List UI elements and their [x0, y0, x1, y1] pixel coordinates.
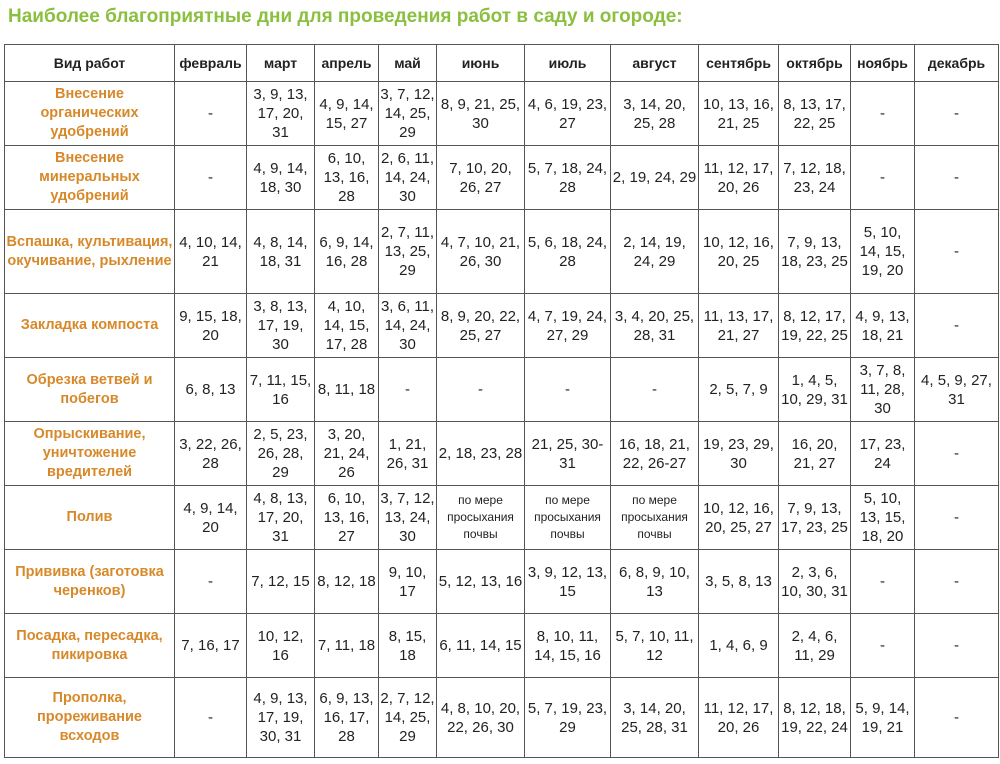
day-cell: 3, 6, 11, 14, 24, 30 [379, 294, 437, 358]
day-cell: 4, 10, 14, 21 [175, 210, 247, 294]
day-cell: 16, 20, 21, 27 [779, 422, 851, 486]
header-row [5, 45, 999, 82]
day-cell: 4, 7, 10, 21, 26, 30 [437, 210, 525, 294]
day-cell: 6, 10, 13, 16, 27 [315, 486, 379, 550]
day-cell: 5, 9, 14, 19, 21 [851, 678, 915, 758]
header-cell: февраль [175, 45, 247, 82]
table-row [5, 294, 999, 358]
day-cell: 3, 14, 20, 25, 28 [611, 82, 699, 146]
day-cell: 10, 12, 16, 20, 25 [699, 210, 779, 294]
day-cell: 7, 16, 17 [175, 614, 247, 678]
day-cell: 6, 11, 14, 15 [437, 614, 525, 678]
day-cell: 2, 5, 23, 26, 28, 29 [247, 422, 315, 486]
day-cell: 1, 4, 6, 9 [699, 614, 779, 678]
day-cell: 5, 10, 14, 15, 19, 20 [851, 210, 915, 294]
day-cell: - [915, 294, 999, 358]
day-cell: 19, 23, 29, 30 [699, 422, 779, 486]
header-cell: март [247, 45, 315, 82]
header-cell: апрель [315, 45, 379, 82]
work-type-cell: Обрезка ветвей и побегов [5, 358, 175, 422]
day-cell: - [611, 358, 699, 422]
day-cell: 7, 9, 13, 17, 23, 25 [779, 486, 851, 550]
day-cell: 3, 9, 12, 13, 15 [525, 550, 611, 614]
work-type-cell: Опрыскивание, уничтожение вредителей [5, 422, 175, 486]
day-cell: 3, 8, 13, 17, 19, 30 [247, 294, 315, 358]
header-cell: июнь [437, 45, 525, 82]
work-type-cell: Внесение органических удобрений [5, 82, 175, 146]
day-cell: - [175, 146, 247, 210]
calendar-table [4, 44, 999, 758]
day-cell: - [915, 422, 999, 486]
day-cell: - [851, 82, 915, 146]
day-cell: - [851, 146, 915, 210]
day-cell: - [915, 678, 999, 758]
header-cell: октябрь [779, 45, 851, 82]
day-cell: 3, 22, 26, 28 [175, 422, 247, 486]
day-cell: - [915, 146, 999, 210]
day-cell: - [175, 678, 247, 758]
day-cell: 3, 9, 13, 17, 20, 31 [247, 82, 315, 146]
table-row [5, 422, 999, 486]
work-type-cell: Прополка, прореживание всходов [5, 678, 175, 758]
day-cell: 11, 12, 17, 20, 26 [699, 146, 779, 210]
header-cell: ноябрь [851, 45, 915, 82]
day-cell: 8, 12, 18 [315, 550, 379, 614]
day-cell: 10, 12, 16, 20, 25, 27 [699, 486, 779, 550]
day-cell: 8, 13, 17, 22, 25 [779, 82, 851, 146]
day-cell: 10, 12, 16 [247, 614, 315, 678]
day-cell: - [915, 210, 999, 294]
work-type-cell: Прививка (заготовка черенков) [5, 550, 175, 614]
day-cell: 6, 8, 9, 10, 13 [611, 550, 699, 614]
day-cell: - [525, 358, 611, 422]
work-type-cell: Полив [5, 486, 175, 550]
header-cell: июль [525, 45, 611, 82]
day-cell: 2, 4, 6, 11, 29 [779, 614, 851, 678]
day-cell: 8, 15, 18 [379, 614, 437, 678]
day-cell: 9, 15, 18, 20 [175, 294, 247, 358]
page-title: Наиболее благоприятные дни для проведения работ в саду и огороде: [8, 6, 683, 27]
table-row [5, 678, 999, 758]
table-row [5, 486, 999, 550]
day-cell: 6, 8, 13 [175, 358, 247, 422]
day-cell: 7, 12, 18, 23, 24 [779, 146, 851, 210]
day-cell: 5, 6, 18, 24, 28 [525, 210, 611, 294]
day-cell: 7, 9, 13, 18, 23, 25 [779, 210, 851, 294]
day-cell: 3, 14, 20, 25, 28, 31 [611, 678, 699, 758]
day-cell: 4, 5, 9, 27, 31 [915, 358, 999, 422]
day-cell: 4, 9, 14, 20 [175, 486, 247, 550]
day-cell: 3, 7, 8, 11, 28, 30 [851, 358, 915, 422]
work-type-cell: Закладка компоста [5, 294, 175, 358]
table-row [5, 146, 999, 210]
day-cell: по мере просыхания почвы [525, 486, 611, 550]
day-cell: - [175, 550, 247, 614]
table-row [5, 358, 999, 422]
day-cell: 3, 4, 20, 25, 28, 31 [611, 294, 699, 358]
day-cell: 5, 12, 13, 16 [437, 550, 525, 614]
day-cell: 7, 11, 18 [315, 614, 379, 678]
day-cell: 4, 8, 13, 17, 20, 31 [247, 486, 315, 550]
table-row [5, 550, 999, 614]
day-cell: по мере просыхания почвы [611, 486, 699, 550]
day-cell: 3, 20, 21, 24, 26 [315, 422, 379, 486]
day-cell: 8, 11, 18 [315, 358, 379, 422]
day-cell: 2, 19, 24, 29 [611, 146, 699, 210]
work-type-cell: Посадка, пересадка, пикировка [5, 614, 175, 678]
day-cell: 11, 12, 17, 20, 26 [699, 678, 779, 758]
day-cell: - [851, 550, 915, 614]
day-cell: 4, 9, 14, 15, 27 [315, 82, 379, 146]
day-cell: - [915, 550, 999, 614]
day-cell: 1, 21, 26, 31 [379, 422, 437, 486]
day-cell: - [851, 614, 915, 678]
day-cell: 8, 10, 11, 14, 15, 16 [525, 614, 611, 678]
day-cell: 3, 7, 12, 13, 24, 30 [379, 486, 437, 550]
day-cell: 9, 10, 17 [379, 550, 437, 614]
day-cell: 4, 6, 19, 23, 27 [525, 82, 611, 146]
day-cell: 8, 9, 21, 25, 30 [437, 82, 525, 146]
day-cell: 8, 9, 20, 22, 25, 27 [437, 294, 525, 358]
day-cell: 6, 9, 13, 16, 17, 28 [315, 678, 379, 758]
day-cell: 4, 9, 14, 18, 30 [247, 146, 315, 210]
table-row [5, 210, 999, 294]
header-cell: сентябрь [699, 45, 779, 82]
day-cell: 21, 25, 30-31 [525, 422, 611, 486]
day-cell: 2, 14, 19, 24, 29 [611, 210, 699, 294]
day-cell: 6, 10, 13, 16, 28 [315, 146, 379, 210]
day-cell: 2, 18, 23, 28 [437, 422, 525, 486]
day-cell: 3, 5, 8, 13 [699, 550, 779, 614]
day-cell: - [915, 82, 999, 146]
day-cell: - [379, 358, 437, 422]
day-cell: 5, 7, 18, 24, 28 [525, 146, 611, 210]
day-cell: 4, 8, 10, 20, 22, 26, 30 [437, 678, 525, 758]
day-cell: 16, 18, 21, 22, 26-27 [611, 422, 699, 486]
day-cell: 2, 5, 7, 9 [699, 358, 779, 422]
day-cell: 4, 9, 13, 18, 21 [851, 294, 915, 358]
header-cell: май [379, 45, 437, 82]
day-cell: 2, 3, 6, 10, 30, 31 [779, 550, 851, 614]
day-cell: - [437, 358, 525, 422]
day-cell: по мере просыхания почвы [437, 486, 525, 550]
day-cell: 4, 9, 13, 17, 19, 30, 31 [247, 678, 315, 758]
day-cell: 4, 7, 19, 24, 27, 29 [525, 294, 611, 358]
day-cell: 1, 4, 5, 10, 29, 31 [779, 358, 851, 422]
day-cell: 8, 12, 17, 19, 22, 25 [779, 294, 851, 358]
day-cell: 4, 10, 14, 15, 17, 28 [315, 294, 379, 358]
day-cell: 10, 13, 16, 21, 25 [699, 82, 779, 146]
day-cell: 2, 6, 11, 14, 24, 30 [379, 146, 437, 210]
day-cell: 2, 7, 12, 14, 25, 29 [379, 678, 437, 758]
header-cell: Вид работ [5, 45, 175, 82]
day-cell: - [915, 614, 999, 678]
day-cell: 7, 10, 20, 26, 27 [437, 146, 525, 210]
day-cell: - [175, 82, 247, 146]
table-row [5, 82, 999, 146]
day-cell: 7, 12, 15 [247, 550, 315, 614]
day-cell: - [915, 486, 999, 550]
day-cell: 11, 13, 17, 21, 27 [699, 294, 779, 358]
header-cell: декабрь [915, 45, 999, 82]
day-cell: 8, 12, 18, 19, 22, 24 [779, 678, 851, 758]
day-cell: 17, 23, 24 [851, 422, 915, 486]
work-type-cell: Вспашка, культивация, окучивание, рыхление [5, 210, 175, 294]
day-cell: 5, 7, 10, 11, 12 [611, 614, 699, 678]
day-cell: 2, 7, 11, 13, 25, 29 [379, 210, 437, 294]
header-cell: август [611, 45, 699, 82]
work-type-cell: Внесение минеральных удобрений [5, 146, 175, 210]
day-cell: 5, 10, 13, 15, 18, 20 [851, 486, 915, 550]
table-row [5, 614, 999, 678]
day-cell: 6, 9, 14, 16, 28 [315, 210, 379, 294]
day-cell: 4, 8, 14, 18, 31 [247, 210, 315, 294]
day-cell: 5, 7, 19, 23, 29 [525, 678, 611, 758]
day-cell: 3, 7, 12, 14, 25, 29 [379, 82, 437, 146]
day-cell: 7, 11, 15, 16 [247, 358, 315, 422]
